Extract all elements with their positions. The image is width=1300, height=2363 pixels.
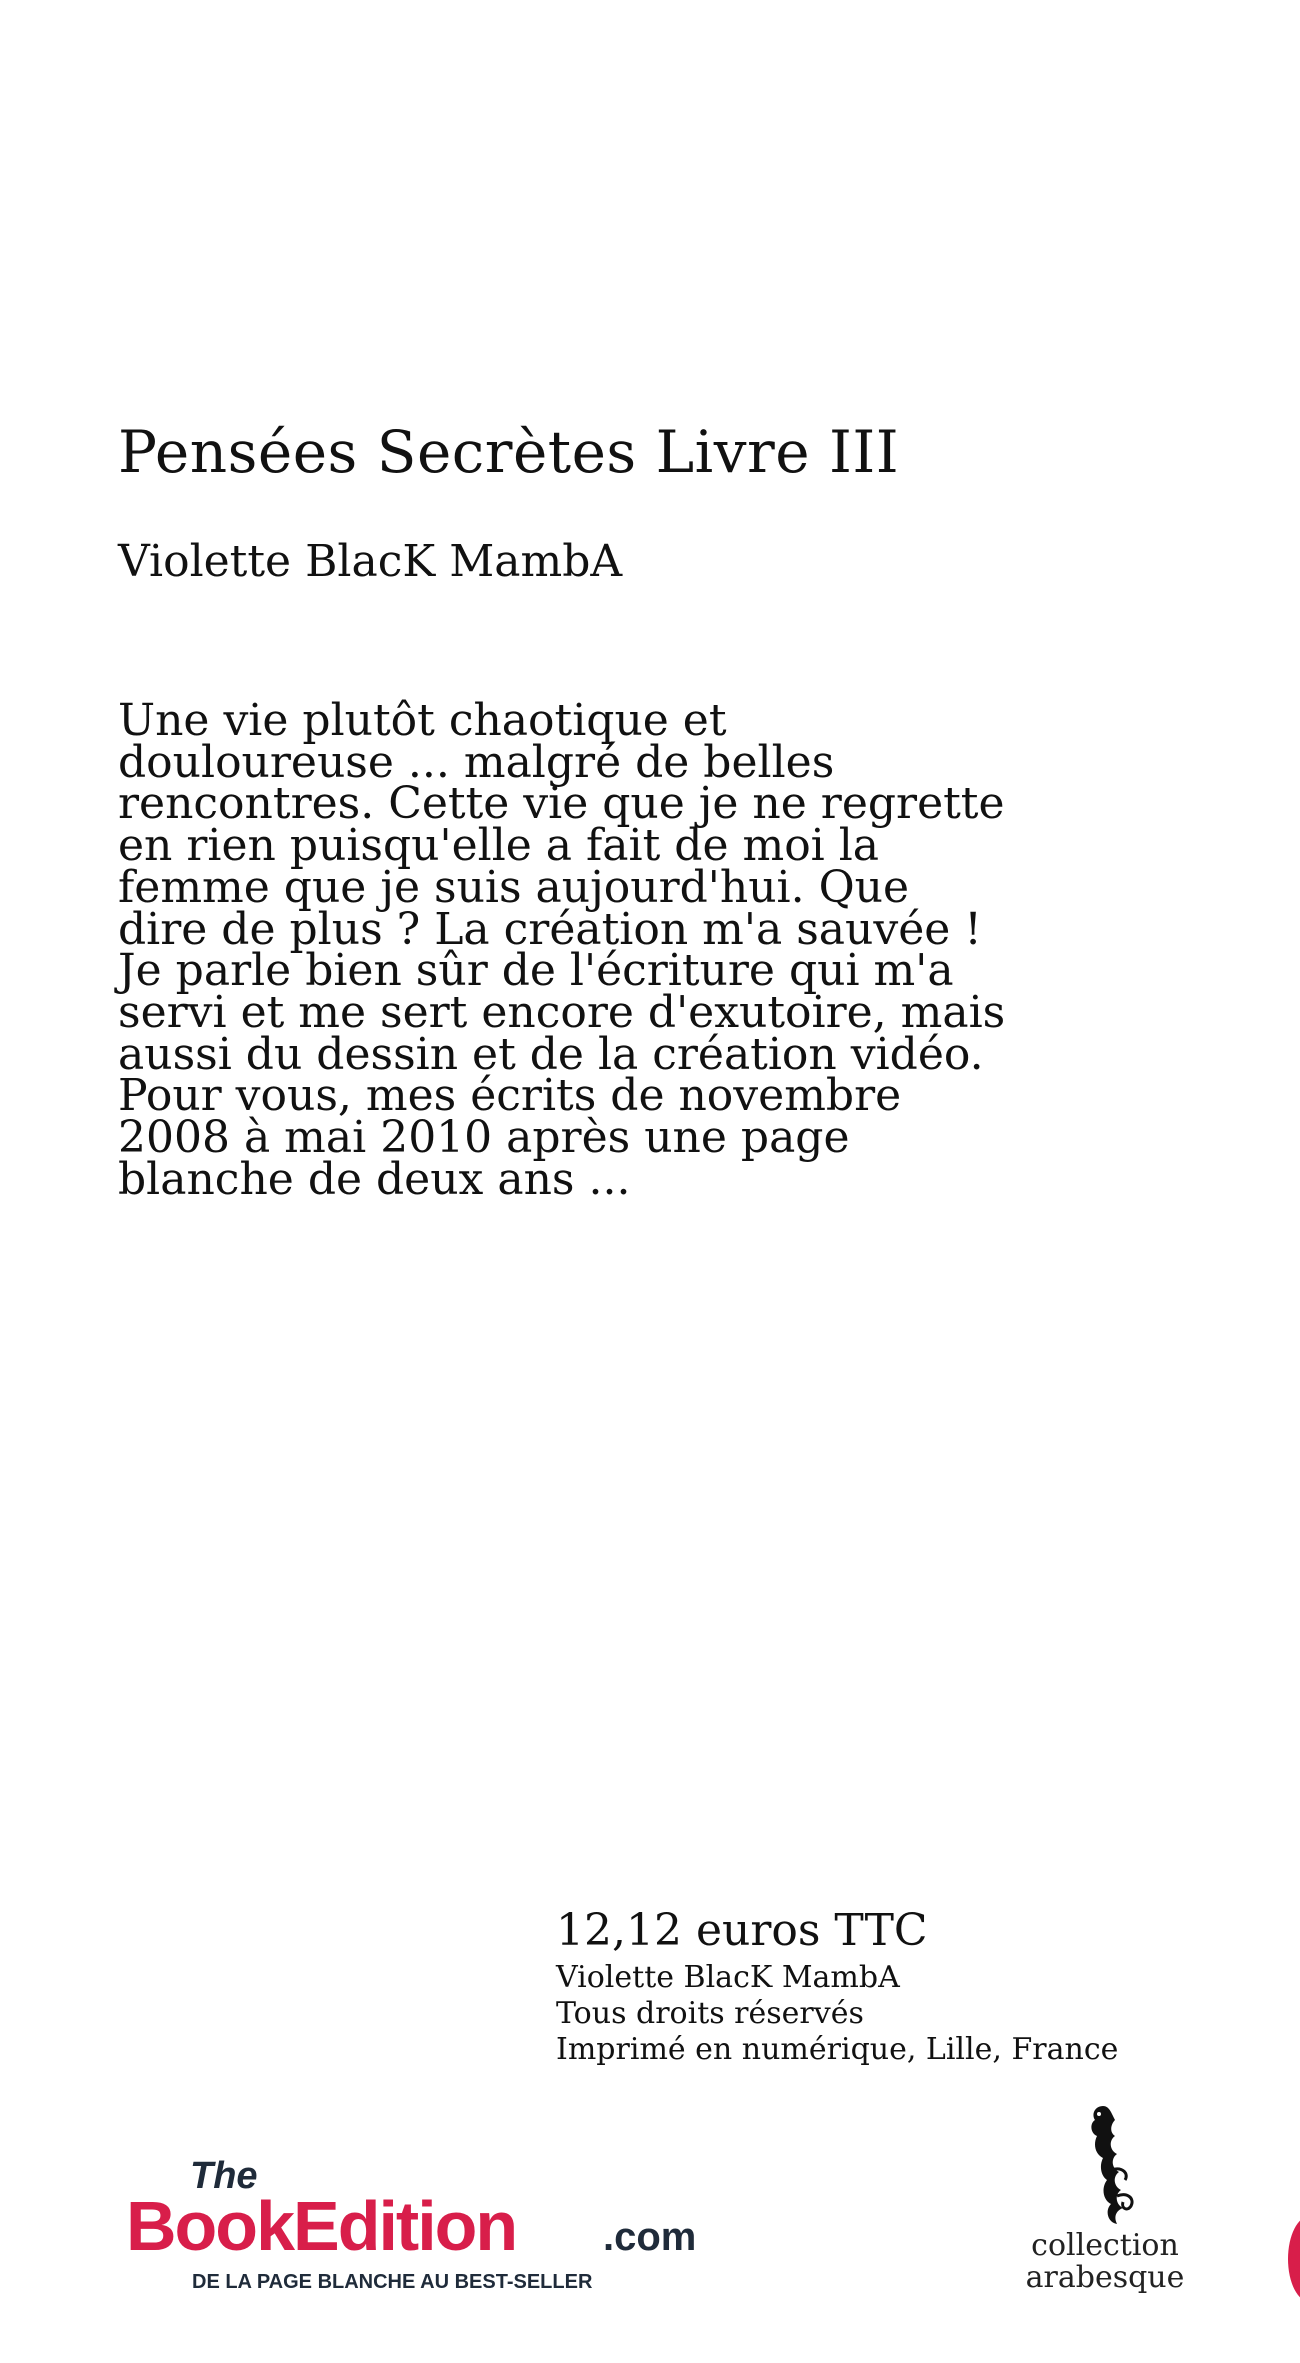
colophon-author: Violette BlacK MambA	[556, 1960, 900, 1995]
collection-line2: arabesque	[1025, 2260, 1185, 2295]
print-notice: Imprimé en numérique, Lille, France	[556, 2032, 1119, 2067]
price: 12,12 euros TTC	[556, 1905, 928, 1956]
collection-arabesque-logo	[1020, 2100, 1190, 2330]
blurb-line: en rien puisqu'elle a fait de moi la	[118, 820, 880, 872]
edge-badge	[1288, 2216, 1300, 2302]
blurb-line: femme que je suis aujourd'hui. Que	[118, 861, 910, 913]
blurb-line: dire de plus ? La création m'a sauvée !	[118, 903, 982, 955]
logo-domain: .com	[603, 2215, 697, 2259]
blurb-line: douloureuse ... malgré de belles	[118, 736, 835, 788]
colophon	[556, 1902, 1118, 2068]
seahorse-emblem-icon	[1065, 2100, 1145, 2230]
blurb-line: blanche de deux ans ...	[118, 1153, 631, 1205]
book-author: Violette BlacK MambA	[118, 536, 623, 587]
rights-notice: Tous droits réservés	[556, 1996, 864, 2031]
blurb-line: rencontres. Cette vie que je ne regrette	[118, 778, 1005, 830]
collection-line1: collection	[1031, 2228, 1179, 2263]
logo-tagline: DE LA PAGE BLANCHE AU BEST-SELLER	[192, 2271, 593, 2293]
back-cover-blurb	[118, 695, 1006, 1205]
blurb-line: aussi du dessin et de la création vidéo.	[118, 1028, 984, 1080]
book-title: Pensées Secrètes Livre III	[118, 418, 900, 486]
blurb-line: servi et me sert encore d'exutoire, mais	[118, 986, 1006, 1038]
logo-the: The	[190, 2155, 258, 2197]
blurb-line: Je parle bien sûr de l'écriture qui m'a	[118, 945, 954, 997]
logo-brand: BookEdition	[126, 2187, 517, 2265]
blurb-line: 2008 à mai 2010 après une page	[118, 1112, 850, 1164]
bookedition-logo	[120, 2150, 720, 2300]
blurb-line: Une vie plutôt chaotique et	[118, 695, 727, 746]
blurb-line: Pour vous, mes écrits de novembre	[118, 1070, 902, 1122]
